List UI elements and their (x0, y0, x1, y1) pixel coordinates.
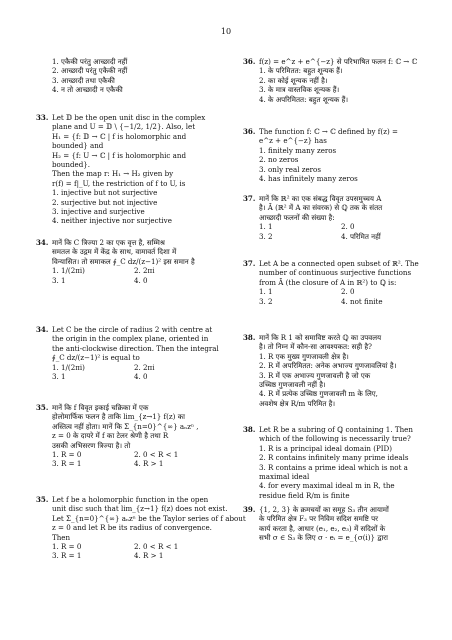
question-text-line: Then (52, 532, 71, 542)
answer-option: 2. आच्छादी परंतु एकैकी नहीं (52, 66, 128, 76)
question-text-line: H₂ = {f: U → ℂ | f is holomorphic and (52, 150, 187, 160)
answer-option: 4. 0 (134, 372, 148, 382)
answer-option: 1. के परिमितत: बहुत शून्यक हैं। (259, 66, 343, 76)
answer-option: 2. 0 (341, 287, 355, 297)
question-text-line: मानें कि f विवृत इकाई चक्रिका में एक (52, 403, 149, 412)
answer-option: 4. न तो आच्छादी न एकैकी (52, 85, 123, 95)
question-text-line: Let Σ_{n=0}^{∞} aₙzⁿ be the Taylor series of f about (52, 513, 246, 523)
question-text-line: the origin in the complex plane, oriented in (52, 334, 209, 344)
answer-option: 4. R > 1 (134, 551, 164, 561)
question-text-line: which of the following is necessarily true? (259, 434, 411, 444)
answer-option: 4. R > 1 (134, 459, 164, 469)
question-body (52, 113, 216, 226)
question-text-line: e^z + e^{−z} has (259, 136, 327, 146)
question-text-line: अस्तित्व नहीं होता। मानें कि Σ_{n=0}^{∞} aₙzⁿ , (52, 421, 199, 431)
question-text-line: आच्छादी फलनों की संख्या है: (259, 212, 335, 222)
question-text-line: Let R be a subring of ℚ containing 1. Then (259, 425, 413, 434)
question-number: 37. (243, 259, 256, 268)
question-text-line: मानें कि C त्रिज्या 2 का एक वृत्त है, सम्मिश्र (52, 238, 165, 247)
question-text-line: unit disc such that lim_{z→1} f(z) does not exist. (52, 504, 228, 514)
answer-option: 4. for every maximal ideal m in R, the (259, 481, 395, 491)
answer-option: 3. 1 (52, 372, 66, 382)
answer-option: 2. no zeros (259, 155, 299, 165)
question-text-line: है। तो निम्न में कौन-सा आवश्यकत: सही है? (259, 342, 372, 352)
answer-options-grid (259, 287, 423, 306)
answer-option: 4. 0 (134, 275, 148, 285)
answer-options-grid (52, 266, 216, 285)
question-text-line: मानें कि ℝ² का एक संबद्ध विवृत उपसमुच्चय A (259, 194, 382, 203)
question-number: 36. (243, 127, 256, 136)
answer-option: 3. injective and surjective (52, 207, 145, 217)
answer-option: 4. R में प्रत्येक उच्चिष्ठ गुणजावली m के लिए, (259, 389, 378, 399)
answer-option: 1. 1/(2πi) (52, 266, 85, 276)
answer-options-grid (52, 450, 216, 469)
question-number: 39. (243, 505, 256, 514)
answer-option: residue field R/m is finite (259, 490, 350, 500)
answer-option: अवशेष क्षेत्र R/m परिमित है। (259, 398, 336, 408)
question-number: 34. (36, 238, 49, 247)
answer-option: 3. R = 1 (52, 551, 82, 561)
question-text-line: Let A be a connected open subset of ℝ². The (259, 259, 419, 268)
answer-option: 4. has infinitely many zeros (259, 174, 358, 184)
answer-option: 3. R में एक अभाज्य गुणजावली है जो एक (259, 370, 371, 380)
question-text-line: सभी σ ∈ S₃ के लिए σ · eᵢ = e_{σ(i)} द्वारा (259, 533, 388, 543)
question-number: 34. (36, 325, 49, 334)
question-text-line: विन्यासित। तो समाकल ∮_C dz/(z−1)² इस समान है (52, 256, 195, 266)
answer-option: 3. आच्छादी तथा एकैकी (52, 75, 115, 85)
question-text-line: z = 0 and let R be its radius of convergence. (52, 523, 212, 533)
answer-option: 1. R एक मुख्य गुणजावली क्षेत्र है। (259, 351, 349, 361)
question-body (52, 403, 216, 469)
answer-option: 1. 1/(2πi) (52, 362, 85, 372)
question-number: 33. (36, 113, 49, 122)
question-text-line: H₁ = {f: 𝔻 → ℂ | f is holomorphic and (52, 131, 187, 141)
question-body (259, 425, 423, 500)
answer-option: 1. injective but not surjective (52, 188, 158, 198)
answer-option: 2. R में अपरिमितत: अनेक अभाज्य गुणजावलियां है। (259, 361, 397, 371)
question-text-line: the anti-clockwise direction. Then the integral (52, 343, 219, 353)
answer-option: 4. परिमित नहीं (341, 231, 381, 241)
answer-option: 2. surjective but not injective (52, 197, 158, 207)
answer-option: 1. 1 (259, 222, 273, 232)
answer-option: 1. R = 0 (52, 542, 82, 552)
answer-options-grid (259, 222, 423, 241)
question-text-line: Let 𝔻 be the open unit disc in the complex (52, 113, 206, 122)
answer-option: 4. के अपरिमितत: बहुत शून्यक हैं। (259, 94, 349, 104)
answer-option: 1. finitely many zeros (259, 145, 337, 155)
answer-option: 3. only real zeros (259, 164, 321, 174)
answer-option: 3. R contains a prime ideal which is not a (259, 462, 408, 472)
answer-option: 3. के मात्र वास्तविक शून्यक हैं। (259, 85, 340, 95)
answer-option: 2. R contains infinitely many prime ideals (259, 453, 409, 463)
answer-option: उच्चिष्ठ गुणजावली नहीं है। (259, 380, 326, 390)
question-text-line: मानें कि R 1 को समाविष्ट करते ℚ का उपवलय (259, 333, 382, 342)
answer-option: 1. R = 0 (52, 450, 82, 460)
question-body (259, 259, 423, 306)
question-text-line: है। Ā (ℝ² में A का संवरक) से ℚ तक के संतत (259, 203, 383, 213)
answer-option: 4. neither injective nor surjective (52, 216, 172, 226)
question-body (52, 238, 216, 285)
question-text-line: z = 0 के दायरे में f का टेलर श्रेणी है तथा R (52, 431, 169, 441)
question-number: 38. (243, 333, 256, 342)
question-text-line: bounded} and (52, 141, 104, 151)
answer-option: 4. not finite (341, 296, 383, 306)
question-text-line: bounded}. (52, 160, 90, 170)
question-text-line: Let C be the circle of radius 2 with centre at (52, 325, 213, 334)
answer-option: 2. का कोई शून्यक नहीं है। (259, 75, 328, 85)
question-text-line: r(f) = f|_U, the restriction of f to U, is (52, 178, 186, 188)
question-body (52, 325, 219, 382)
question-text-line: plane and U = 𝔻 \ {−1/2, 1/2}. Also, let (52, 122, 196, 132)
question-number: 38. (243, 425, 256, 434)
question-body (259, 333, 423, 408)
question-number: 36. (243, 57, 256, 66)
question-text-line: Let f be a holomorphic function in the open (52, 495, 209, 504)
question-body (259, 194, 423, 241)
answer-option: 2. 0 < R < 1 (134, 542, 179, 552)
answer-option: 1. एकैकी परंतु आच्छादी नहीं (52, 57, 128, 66)
question-body (259, 57, 423, 104)
answer-options-grid (52, 363, 216, 382)
answer-option: 3. R = 1 (52, 459, 82, 469)
question-text-line: उसकी अभिसरण त्रिज्या है। तो (52, 440, 131, 450)
answer-option: 2. 2πi (134, 362, 155, 372)
answer-option: 2. 0 < R < 1 (134, 450, 179, 460)
answer-option: 1. R is a principal ideal domain (PID) (259, 443, 392, 453)
question-text-line: होलोमार्फिक फलन है ताकि lim_{z→1} f(z) का (52, 412, 185, 422)
question-number: 35. (36, 495, 49, 504)
answer-option: 1. 1 (259, 287, 273, 297)
answer-option: 2. 2πi (134, 266, 155, 276)
answer-option: 2. 0 (341, 222, 355, 232)
answer-option: maximal ideal (259, 472, 310, 482)
answer-option: 3. 1 (52, 275, 66, 285)
question-text-line: {1, 2, 3} के क्रमचयों का समूह S₃ तीन आयामों (259, 505, 389, 514)
question-text-line: के परिमित क्षेत्र F₃ पर निविम सदिश समष्टि पर (259, 514, 379, 524)
question-text-line: The function f: ℂ → ℂ defined by f(z) = (259, 127, 398, 136)
page-number: 10 (220, 27, 232, 36)
answer-option: 3. 2 (259, 296, 273, 306)
question-text-line: Then the map r: H₁ → H₂ given by (52, 169, 174, 179)
question-text-line: f(z) = e^z + e^{−z} से परिभाषित फलन f: ℂ → ℂ (259, 57, 418, 66)
question-number: 37. (243, 194, 256, 203)
question-number: 35. (36, 403, 49, 412)
question-body (259, 505, 423, 543)
question-text-line: from Ā (the closure of A in ℝ²) to ℚ is: (259, 277, 397, 287)
question-text-line: ∮_C dz/(z−1)² is equal to (52, 353, 140, 363)
answer-options-grid (52, 542, 216, 561)
question-body (52, 57, 216, 95)
question-text-line: समतल के उद्गम में केंद्र के साथ, वामावर्त दिशा में (52, 247, 177, 257)
question-text-line: कार्य करता है, आधार (e₁, e₂, e₃) में सदिशों के (259, 523, 386, 533)
question-body (259, 127, 423, 183)
question-text-line: number of continuous surjective functions (259, 268, 412, 278)
question-body (52, 495, 246, 561)
answer-option: 3. 2 (259, 231, 273, 241)
